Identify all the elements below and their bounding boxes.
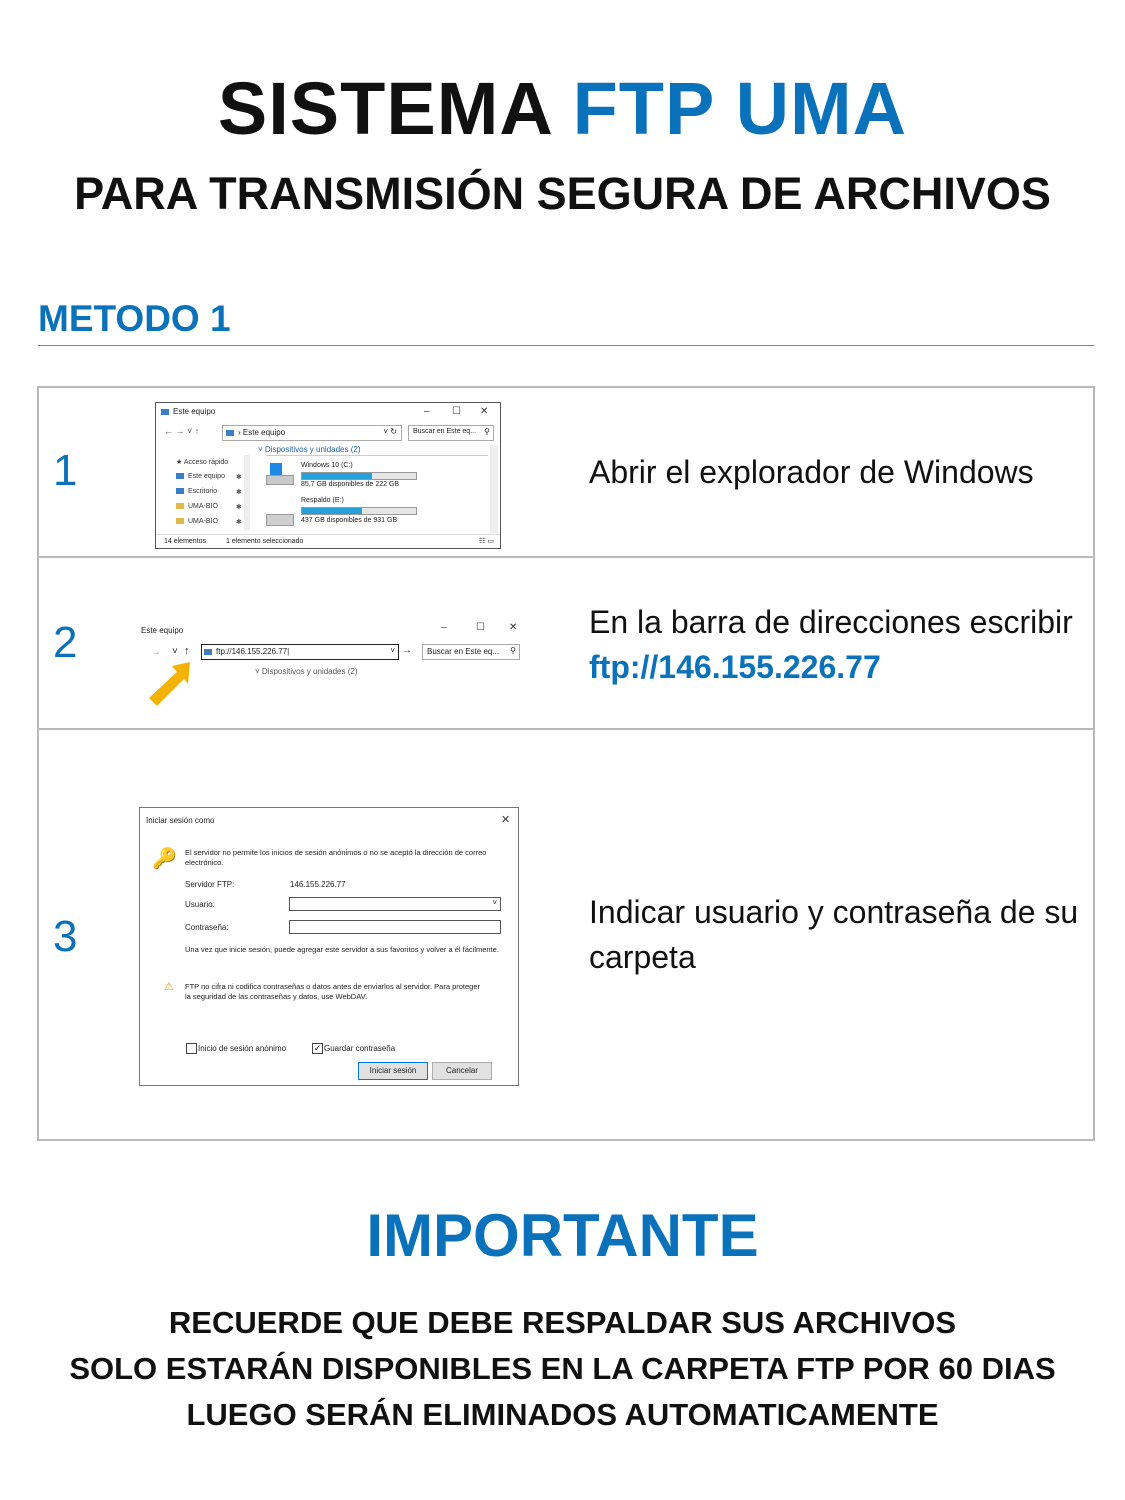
step-number: 1: [53, 446, 78, 495]
save-password-checkbox: ✓: [313, 1043, 322, 1053]
drive-e-usage-fill: [302, 508, 362, 514]
sidebar-item-this-pc: Este equipo: [176, 473, 225, 480]
computer-icon: [204, 649, 212, 655]
user-label: Usuario:: [185, 900, 215, 909]
explorer-scrollbar: [490, 445, 498, 533]
anonymous-label: Inicio de sesión anónimo: [198, 1044, 287, 1053]
go-arrow-icon: →: [402, 645, 412, 656]
steps-table: [37, 386, 1095, 1141]
sidebar-scrollbar: [244, 455, 250, 530]
key-icon: 🔑: [152, 848, 177, 870]
explorer-screenshot: [155, 402, 501, 549]
addressbar-window-title: Este equipo: [141, 626, 184, 635]
addressbar-search-box: [422, 644, 520, 660]
explorer-search-box: [408, 425, 494, 441]
step-text: Abrir el explorador de Windows: [589, 454, 1034, 490]
dialog-warning: FTP no cifra ni codifica contraseñas o datos antes de enviarlos al servidor. Para proteger la seguridad de las contraseñas y datos, use WebDAV.: [185, 982, 481, 1001]
pointer-arrow-icon: [146, 660, 192, 708]
close-icon: ✕: [509, 622, 518, 633]
page-subtitle: PARA TRANSMISIÓN SEGURA DE ARCHIVOS: [74, 168, 1051, 219]
step-number: 3: [53, 912, 78, 961]
chevron-down-icon: ˅: [390, 646, 395, 655]
step-text: En la barra de direcciones escribir ftp://146.155.226.77: [589, 604, 1073, 685]
close-icon: ✕: [501, 814, 511, 826]
status-selection: 1 elemento seleccionado: [226, 538, 304, 545]
pin-icon: ✱: [236, 519, 242, 526]
desktop-icon: [176, 488, 184, 494]
drive-e-free: 437 GB disponibles de 931 GB: [301, 517, 398, 524]
title-system: SISTEMA: [217, 67, 573, 150]
title-ftp-uma: FTP UMA: [572, 67, 908, 150]
pin-icon: ✱: [236, 504, 242, 511]
method-title: METODO 1: [38, 298, 231, 339]
save-password-label: Guardar contraseña: [324, 1044, 396, 1053]
login-button: Iniciar sesión: [358, 1062, 428, 1080]
explorer-search-text: Buscar en Este eq...: [413, 428, 477, 435]
search-icon: ⚲: [510, 646, 516, 655]
cancel-button: Cancelar: [432, 1062, 492, 1080]
address-input: ftp://146.155.226.77| ˅: [201, 644, 399, 660]
password-label: Contraseña:: [185, 923, 229, 932]
sidebar-item-uma-bio-1: UMA-BIO: [176, 503, 218, 510]
status-item-count: 14 elementos: [164, 538, 207, 545]
maximize-icon: ☐: [476, 622, 485, 633]
computer-icon: [226, 430, 234, 436]
explorer-status-bar: [156, 534, 500, 548]
step-number: 2: [53, 618, 78, 667]
back-arrow-icon: →: [151, 647, 161, 658]
addressbar-search-text: Buscar en Este eq...: [427, 647, 500, 656]
page-title: [0, 66, 1125, 152]
address-input-value: ftp://146.155.226.77: [216, 647, 288, 656]
important-message: [0, 1300, 1125, 1438]
login-dialog-screenshot: [139, 807, 519, 1086]
important-line-2: SOLO ESTARÁN DISPONIBLES EN LA CARPETA FTP POR 60 DIAS: [69, 1351, 1056, 1386]
folder-icon: [176, 503, 184, 509]
search-icon: ⚲: [484, 427, 490, 436]
important-line-3: LUEGO SERÁN ELIMINADOS AUTOMATICAMENTE: [186, 1397, 939, 1432]
explorer-address-text: Este equipo: [242, 428, 286, 437]
sidebar-item-quick-access: ★ Acceso rápido: [176, 459, 229, 466]
computer-icon: [176, 473, 184, 479]
addressbar-group-header: ˅ Dispositivos y unidades (2): [255, 667, 358, 676]
user-field: [289, 897, 501, 911]
minimize-icon: –: [441, 622, 447, 633]
step-row-3: [39, 728, 1093, 1139]
step-row-1: [39, 388, 1093, 556]
explorer-group-header: ˅ Dispositivos y unidades (2): [258, 445, 361, 454]
drive-c-free: 85,7 GB disponibles de 222 GB: [301, 481, 400, 488]
view-mode-icon: ☷ ▭: [479, 538, 494, 545]
pin-icon: ✱: [236, 489, 242, 496]
drive-icon: [266, 508, 294, 526]
close-icon: ✕: [480, 406, 489, 417]
windows-drive-icon: [266, 463, 294, 485]
chevron-down-icon: ˅: [492, 898, 497, 907]
pin-icon: ✱: [236, 474, 242, 481]
nav-arrows-icon: ← → ˅ ↑: [164, 426, 200, 436]
drive-c-usage-fill: [302, 473, 372, 479]
maximize-icon: ☐: [452, 406, 461, 417]
ftp-address-highlight: ftp://146.155.226.77: [589, 649, 881, 685]
step-text: Indicar usuario y contraseña de su carpeta: [589, 894, 1079, 975]
drive-e-usage-bar: [301, 507, 417, 515]
minimize-icon: –: [424, 406, 430, 417]
sidebar-item-uma-bio-2: UMA-BIO: [176, 518, 218, 525]
drive-c-name: Windows 10 (C:): [301, 462, 353, 469]
step-row-2: [39, 556, 1093, 728]
sidebar-item-desktop: Escritorio: [176, 488, 217, 495]
anonymous-checkbox: [186, 1043, 197, 1054]
warning-icon: ⚠: [164, 981, 174, 993]
explorer-window-title: Este equipo: [173, 407, 216, 416]
up-arrow-icon: ↑: [184, 645, 190, 657]
drive-c-usage-bar: [301, 472, 417, 480]
addressbar-screenshot: [139, 618, 531, 680]
important-line-1: RECUERDE QUE DEBE RESPALDAR SUS ARCHIVOS: [168, 1305, 957, 1340]
folder-icon: [176, 518, 184, 524]
important-title: IMPORTANTE: [366, 1202, 759, 1269]
server-label: Servidor FTP:: [185, 880, 235, 889]
dialog-info: Una vez que inicie sesión, puede agregar este servidor a sus favoritos y volver a él fácilmente.: [185, 945, 499, 954]
explorer-address-bar: › Este equipo ˅ ↻: [222, 425, 402, 441]
server-value: 146.155.226.77: [290, 880, 346, 889]
dialog-title: Iniciar sesión como: [146, 816, 215, 825]
refresh-icon: ˅ ↻: [383, 427, 397, 436]
explorer-titlebar: [156, 403, 500, 421]
dialog-message: El servidor no permite los inicios de sesión anónimos o no se aceptó la dirección de correo electrónico.: [185, 848, 487, 867]
password-field: [289, 920, 501, 934]
drive-e-name: Respaldo (E:): [301, 497, 344, 504]
method-divider: [38, 345, 1094, 346]
computer-icon: [161, 409, 169, 415]
chevron-down-icon: ˅: [172, 646, 178, 657]
